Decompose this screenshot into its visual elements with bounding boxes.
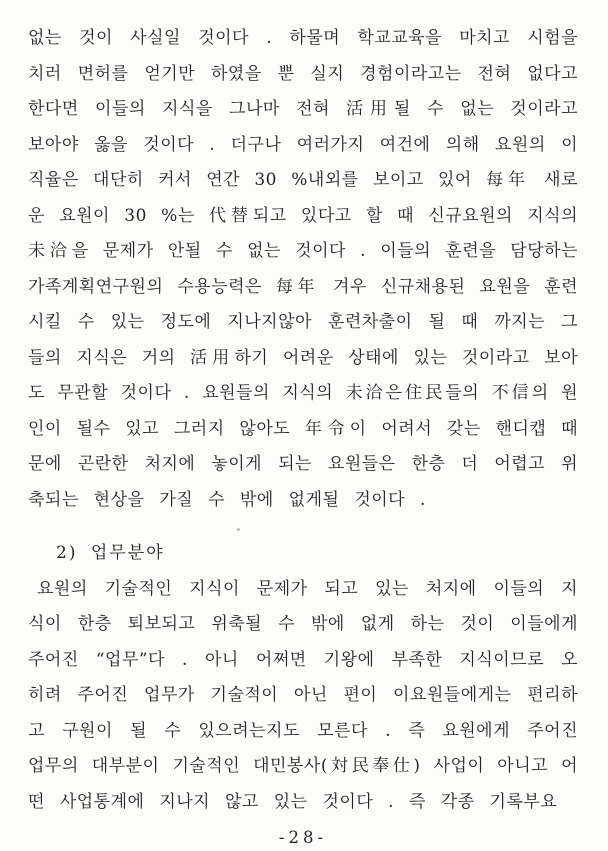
text-line: 未洽을 문제가 안될 수 없는 것이다 . 이들의 훈련을 담당하는 xyxy=(28,241,578,261)
scan-speck xyxy=(237,528,240,531)
text-line: 직율은 대단히 커서 연간 30 %내외를 보이고 있어 每年 새로 xyxy=(28,170,578,190)
text-line: 시킬 수 있는 정도에 지나지않아 훈련차출이 될 때 까지는 그 xyxy=(28,312,578,332)
text-line: 문에 곤란한 처지에 놓이게 되는 요원들은 한층 더 어렵고 위 xyxy=(28,454,578,474)
text-line: 치러 면허를 얻기만 하였을 뿐 실지 경험이라고는 전혀 없다고 xyxy=(28,63,578,84)
paragraph-1 xyxy=(28,21,578,518)
text-line: 주어진 “업무”다 . 아니 어쩌면 기왕에 부족한 지식이므로 오 xyxy=(28,649,578,670)
text-line: 축되는 현상을 가질 수 밖에 없게될 것이다 . xyxy=(28,489,426,510)
text-line: 도 무관할 것이다 . 요원들의 지식의 未洽은住民들의 不信의 원 xyxy=(28,383,578,403)
text-line: 떤 사업통계에 지나지 않고 있는 것이다 . 즉 각종 기록부요 xyxy=(28,791,558,812)
text-line: 요원의 기술적인 지식이 문제가 되고 있는 처지에 이들의 지 xyxy=(37,578,578,599)
scan-speck xyxy=(312,37,314,39)
text-line: 식이 한층 퇴보되고 위축될 수 밖에 없게 하는 것이 이들에게 xyxy=(28,614,578,634)
text-line: 인이 될수 있고 그러지 않아도 年令이 어려서 갖는 핸디캡 때 xyxy=(28,418,578,439)
page-number: -28- xyxy=(278,828,328,847)
text-line: 없는 것이 사실일 것이다 . 하물며 학교교육을 마치고 시험을 xyxy=(28,28,578,48)
text-line: 보아야 옳을 것이다 . 더구나 여러가지 여건에 의해 요원의 이 xyxy=(28,134,578,155)
section-heading: 2) 업무분야 xyxy=(56,543,165,563)
text-line: 고 구원이 될 수 있으려는지도 모른다 . 즉 요원에게 주어진 xyxy=(28,720,578,741)
paragraph-2 xyxy=(28,572,578,821)
text-line: 히려 주어진 업무가 기술적이 아닌 편이 이요원들에게는 편리하 xyxy=(28,685,578,705)
text-line: 가족계획연구원의 수용능력은 每年 겨우 신규채용된 요원을 훈련 xyxy=(28,276,578,297)
scan-speck xyxy=(507,389,509,391)
text-line: 업무의 대부분이 기술적인 대민봉사(対民奉仕) 사업이 아니고 어 xyxy=(28,756,578,776)
text-line: 운 요원이 30 %는 代替되고 있다고 할 때 신규요원의 지식의 xyxy=(28,205,578,226)
text-line: 한다면 이들의 지식을 그나마 전혀 活用될 수 없는 것이라고 xyxy=(28,99,578,119)
text-line: 들의 지식은 거의 活用하기 어려운 상태에 있는 것이라고 보아 xyxy=(28,347,578,368)
